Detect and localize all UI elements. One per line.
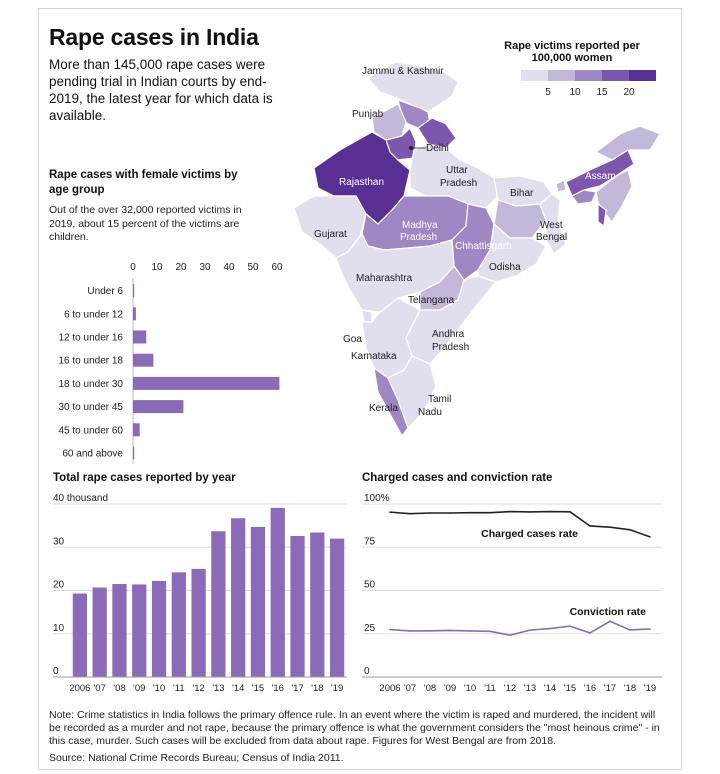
yearly-chart-ytick: 40 thousand	[53, 493, 109, 504]
yearly-chart-ytick: 10	[53, 622, 65, 634]
state-label-madhya-pradesh: Pradesh	[400, 232, 438, 243]
age-chart-category-label: Under 6	[87, 286, 123, 298]
age-chart-xtick: 40	[223, 262, 235, 273]
charged-cases-point	[649, 536, 651, 538]
state-label-andhra-pradesh: Pradesh	[432, 342, 470, 353]
state-label-tamil: Tamil	[428, 394, 452, 405]
map-legend-title: Rape victims reported per 100,000 women	[504, 40, 640, 64]
rate-chart-xtick: '11	[484, 683, 496, 694]
state-label-andhra: Andhra	[432, 329, 465, 340]
conviction-rate-point	[449, 630, 451, 632]
rate-chart-ytick: 75	[364, 536, 376, 548]
conviction-rate-point	[569, 625, 571, 627]
charged-cases-point	[569, 511, 571, 513]
conviction-rate-point	[469, 630, 471, 632]
yearly-chart-xtick: '13	[212, 683, 225, 694]
map-legend-tick: 15	[596, 87, 608, 98]
rate-chart-xtick: '16	[583, 683, 597, 694]
yearly-chart-xtick: '10	[152, 683, 166, 694]
yearly-chart-xtick: '09	[133, 683, 146, 694]
conviction-rate-point	[429, 630, 431, 632]
conviction-rate-point	[629, 629, 631, 631]
state-label-chhattisgarh: Chhattisgarh	[455, 241, 512, 252]
state-label-west: West	[540, 220, 563, 231]
yearly-chart-xtick: '16	[271, 683, 284, 694]
state-label-jammu-kashmir: Jammu & Kashmir	[362, 66, 444, 77]
state-label-uttar: Uttar	[446, 165, 468, 176]
rate-chart-xtick: '13	[523, 683, 537, 694]
yearly-chart-xtick: '12	[192, 683, 205, 694]
map-legend-tick: 10	[569, 87, 581, 98]
conviction-rate-point	[489, 631, 491, 633]
charged-cases-point	[509, 511, 511, 513]
state-label-maharashtra: Maharashtra	[356, 273, 413, 284]
yearly-chart-xtick: '15	[251, 683, 265, 694]
yearly-chart-xtick: '11	[172, 683, 185, 694]
yearly-chart-xtick: '17	[291, 683, 304, 694]
page-subtitle: More than 145,000 rape cases were pending trial in Indian courts by end-2019, the latest year for which data is available.	[49, 57, 273, 123]
yearly-chart-ytick: 20	[53, 579, 65, 591]
charged-cases-point	[589, 525, 591, 527]
rate-chart-xtick: '07	[403, 683, 417, 694]
rate-chart-xtick: '08	[423, 683, 437, 694]
age-chart-category-label: 6 to under 12	[64, 309, 123, 321]
rate-chart-xtick: '09	[443, 683, 457, 694]
yearly-chart-xtick: 2006	[69, 683, 91, 694]
charged-cases-point	[549, 511, 551, 513]
yearly-chart-xtick: '19	[330, 683, 344, 694]
state-label-odisha: Odisha	[489, 262, 521, 273]
state-label-kerala: Kerala	[369, 403, 398, 414]
state-label-punjab: Punjab	[352, 109, 384, 120]
charged-cases-point	[469, 512, 471, 514]
state-label-nadu: Nadu	[418, 407, 442, 418]
state-label-karnataka: Karnataka	[351, 351, 397, 362]
state-label-telangana: Telangana	[408, 295, 455, 306]
rate-chart-ytick: 0	[364, 666, 370, 677]
state-label-rajasthan: Rajasthan	[339, 177, 385, 188]
rate-chart-xtick: '18	[623, 683, 637, 694]
page-title: Rape cases in India	[49, 24, 259, 50]
charged-cases-point	[429, 512, 431, 514]
conviction-rate-point	[649, 628, 651, 630]
conviction-rate-point	[549, 628, 551, 630]
rate-chart-xtick: '10	[463, 683, 477, 694]
charged-cases-label: Charged cases rate	[481, 528, 578, 541]
conviction-rate-line	[390, 621, 650, 635]
rate-chart-xtick: '12	[503, 683, 517, 694]
age-chart-xtick: 30	[199, 262, 211, 273]
rate-chart-ytick: 100%	[364, 493, 390, 504]
conviction-rate-point	[509, 634, 511, 636]
age-chart-xtick: 50	[247, 262, 259, 273]
state-label-goa: Goa	[343, 334, 362, 345]
state-label-assam: Assam	[585, 171, 616, 182]
state-label-pradesh: Pradesh	[440, 178, 478, 189]
charged-cases-point	[529, 511, 531, 513]
age-chart-note: Out of the over 32,000 reported victims in 2019, about 15 percent of the victims are children.	[49, 204, 242, 243]
charged-cases-point	[449, 512, 451, 514]
state-label-madhya: Madhya	[402, 220, 438, 231]
age-chart-xtick: 0	[130, 262, 136, 273]
charged-cases-point	[389, 511, 391, 513]
state-label-delhi: Delhi	[426, 143, 449, 154]
rate-chart-ytick: 25	[364, 622, 376, 634]
map-legend-tick: 20	[623, 87, 635, 98]
yearly-chart-xtick: '08	[113, 683, 126, 694]
age-chart-category-label: 18 to under 30	[58, 378, 123, 390]
rate-chart-xtick: '19	[643, 683, 657, 694]
state-label-bengal: Bengal	[536, 232, 568, 243]
age-chart-category-label: 60 and above	[62, 448, 123, 460]
yearly-chart-xtick: '07	[93, 683, 106, 694]
rate-chart-xtick: '15	[563, 683, 577, 694]
rate-chart-xtick: 2006	[379, 683, 401, 694]
conviction-rate-point	[529, 629, 531, 631]
age-chart-title: Rape cases with female victims by age group	[49, 169, 238, 196]
age-chart-category-label: 16 to under 18	[58, 355, 123, 367]
yearly-chart-xtick: '18	[311, 683, 324, 694]
charged-cases-point	[609, 526, 611, 528]
conviction-rate-point	[409, 630, 411, 632]
source-note: Source: National Crime Records Bureau; Census of India 2011.	[49, 752, 344, 764]
state-label-bihar: Bihar	[510, 188, 534, 199]
charged-cases-point	[489, 512, 491, 514]
age-chart-xtick: 60	[271, 262, 283, 273]
yearly-chart-ytick: 0	[53, 666, 59, 677]
rate-chart-xtick: '17	[603, 683, 617, 694]
map-legend-tick: 5	[545, 87, 551, 98]
footnote: Note: Crime statistics in India follows the primary offence rule. In an event where the victim is raped and murdered, the incident will be recorded as a murder and not rape, because the primary offence is what the government considers the "most heinous crime" - in this case, murder. Such cases will be excluded from data about rape. Figures for West Bengal are from 2018.	[49, 709, 660, 747]
conviction-rate-point	[609, 620, 611, 622]
age-chart-category-label: 12 to under 16	[58, 332, 123, 344]
yearly-chart-xtick: '14	[231, 683, 245, 694]
state-label-gujarat: Gujarat	[314, 229, 347, 240]
rate-chart-ytick: 50	[364, 579, 376, 591]
age-chart-category-label: 30 to under 45	[58, 402, 123, 414]
age-chart-xtick: 20	[175, 262, 187, 273]
rate-chart-xtick: '14	[543, 683, 557, 694]
age-chart-category-label: 45 to under 60	[58, 425, 123, 437]
charged-cases-point	[629, 529, 631, 531]
charged-cases-point	[409, 513, 411, 515]
yearly-chart-title: Total rape cases reported by year	[53, 472, 236, 484]
conviction-rate-point	[589, 632, 591, 634]
age-chart-xtick: 10	[151, 262, 163, 273]
conviction-rate-point	[389, 629, 391, 631]
yearly-chart-ytick: 30	[53, 536, 65, 548]
rate-chart-title: Charged cases and conviction rate	[362, 472, 553, 484]
conviction-rate-label: Conviction rate	[569, 605, 646, 618]
